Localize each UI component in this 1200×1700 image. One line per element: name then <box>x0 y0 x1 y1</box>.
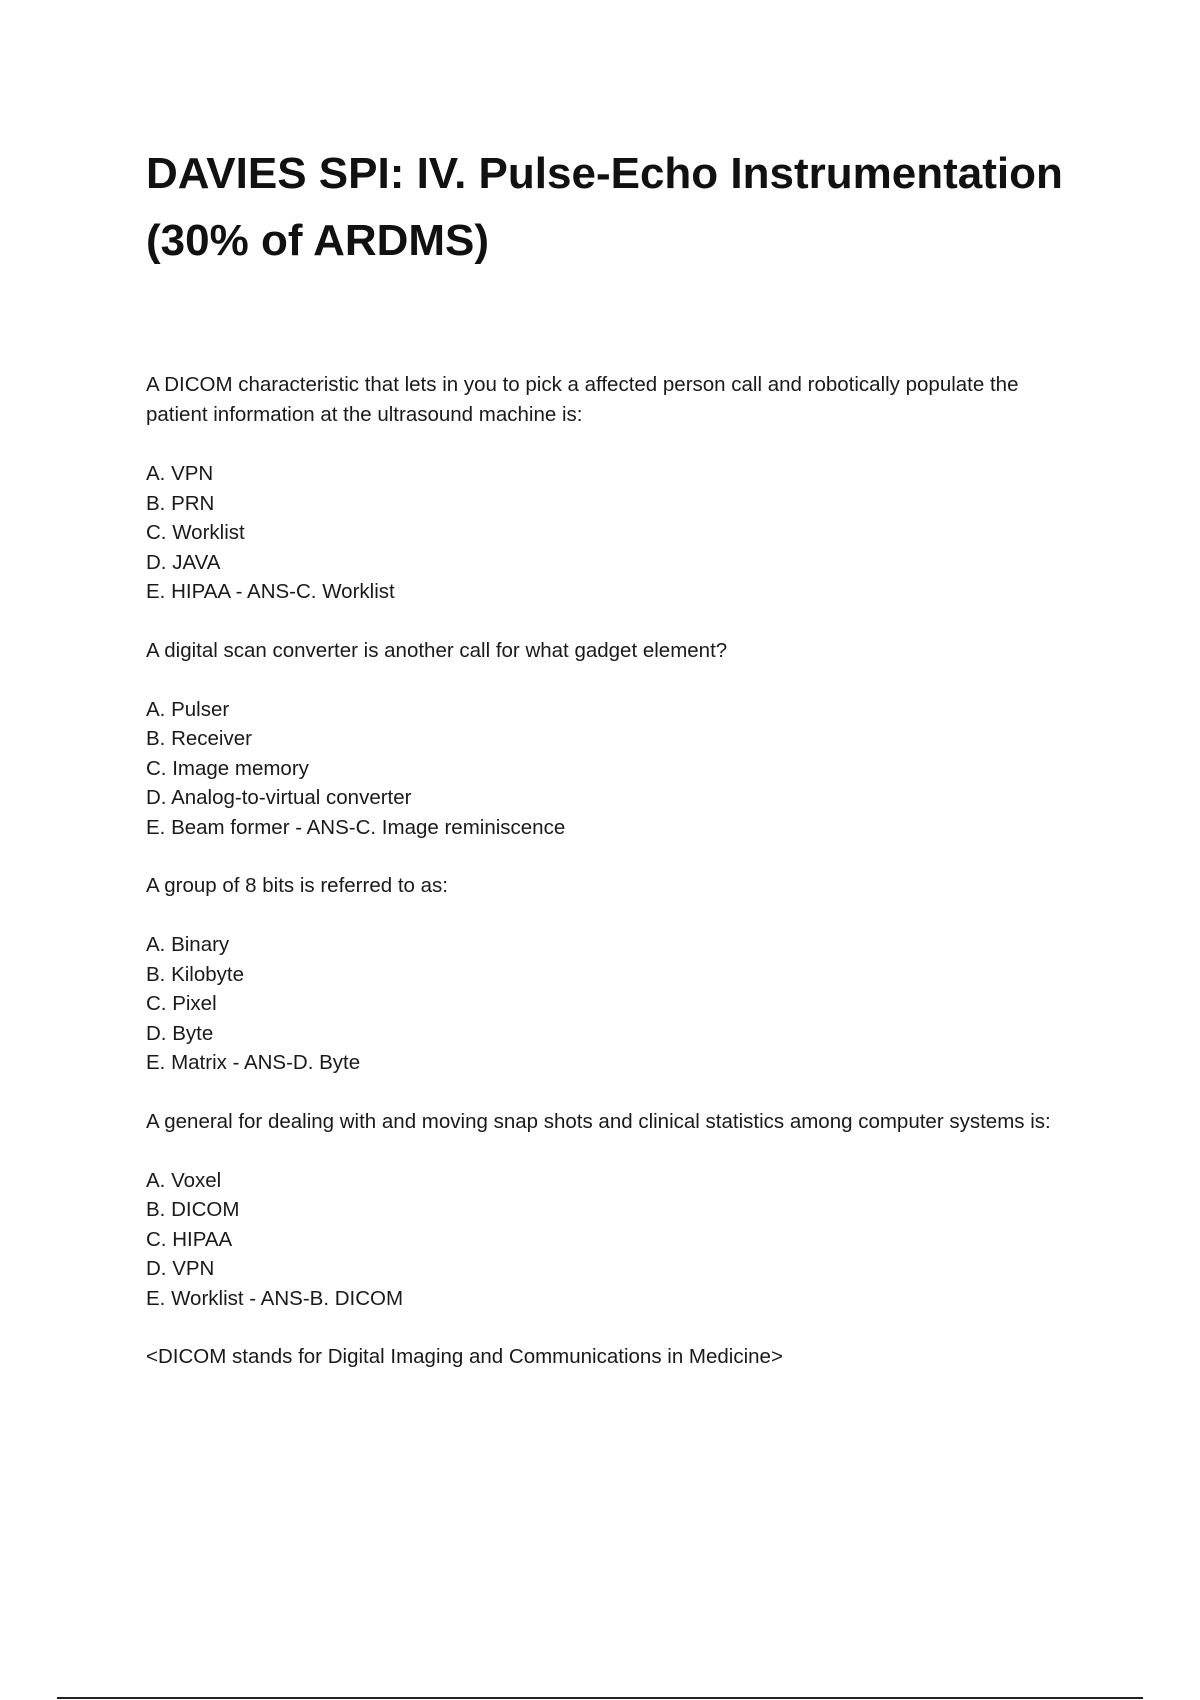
answer-option: E. Beam former - ANS-C. Image reminiscence <box>146 815 566 839</box>
answer-option: D. JAVA <box>146 550 221 574</box>
answer-option: C. Pixel <box>146 992 217 1015</box>
answer-options <box>146 695 1076 843</box>
answer-option: C. HIPAA <box>146 1227 233 1251</box>
document-title: DAVIES SPI: IV. Pulse-Echo Instrumentation (30% of ARDMS) <box>146 149 1063 265</box>
answer-option: D. VPN <box>146 1257 215 1280</box>
answer-option: C. Worklist <box>146 521 245 544</box>
document-page <box>146 140 1076 1372</box>
question-text: A digital scan converter is another call for what gadget element? <box>146 638 728 662</box>
question-block-1 <box>146 370 1076 607</box>
question-list <box>146 370 1076 1372</box>
answer-option: C. Image memory <box>146 756 309 780</box>
answer-option: A. Voxel <box>146 1168 222 1192</box>
answer-options <box>146 459 1076 607</box>
question-text: A group of 8 bits is referred to as: <box>146 874 448 897</box>
answer-option: E. Worklist - ANS-B. DICOM <box>146 1286 404 1310</box>
dicom-note: <DICOM stands for Digital Imaging and Communications in Medicine> <box>146 1345 783 1368</box>
answer-option: B. DICOM <box>146 1198 240 1221</box>
question-block-3 <box>146 871 1076 1078</box>
answer-option: D. Analog-to-virtual converter <box>146 786 412 809</box>
answer-options <box>146 1166 1076 1314</box>
question-block-2 <box>146 636 1076 843</box>
answer-options <box>146 930 1076 1078</box>
answer-option: E. Matrix - ANS-D. Byte <box>146 1051 361 1074</box>
answer-option: B. PRN <box>146 491 215 515</box>
question-text: A general for dealing with and moving snap shots and clinical statistics among computer systems is: <box>146 1109 1051 1133</box>
answer-option: E. HIPAA - ANS-C. Worklist <box>146 580 395 603</box>
answer-option: B. Kilobyte <box>146 962 244 986</box>
answer-option: B. Receiver <box>146 727 252 750</box>
footer-divider <box>57 1697 1143 1699</box>
answer-option: A. Pulser <box>146 697 230 721</box>
answer-option: D. Byte <box>146 1021 214 1045</box>
question-block-4 <box>146 1107 1076 1314</box>
answer-option: A. Binary <box>146 933 230 956</box>
answer-option: A. VPN <box>146 462 214 485</box>
question-text: A DICOM characteristic that lets in you to pick a affected person call and robotically populate the patient information at the ultrasound machine is: <box>146 373 1019 426</box>
